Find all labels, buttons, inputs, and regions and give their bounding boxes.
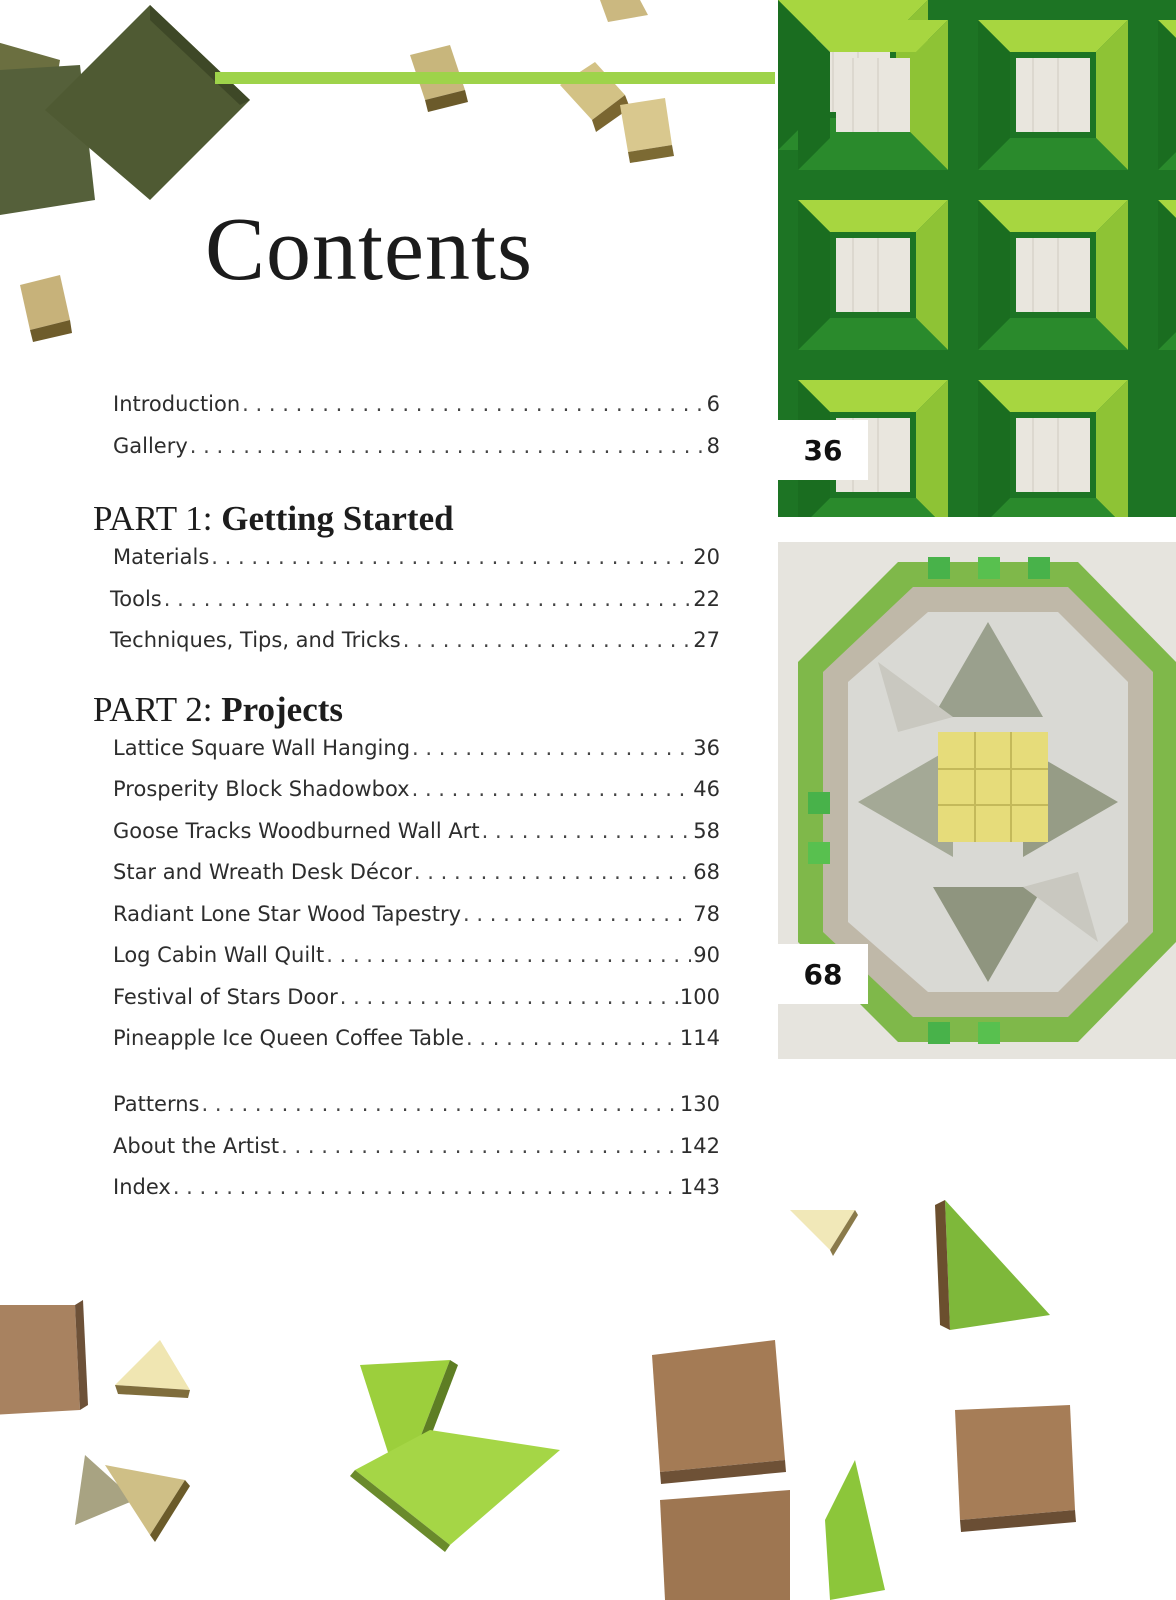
toc-entry-label: Star and Wreath Desk Décor: [113, 860, 412, 884]
toc-entry-page: 27: [693, 628, 720, 652]
toc-entry-label: Index: [113, 1175, 171, 1199]
toc-entry-page: 78: [693, 902, 720, 926]
toc-entry-page: 130: [679, 1092, 720, 1116]
toc-entry-page: 6: [706, 392, 720, 416]
page-title: Contents: [205, 200, 534, 299]
toc-entry-page: 8: [706, 434, 720, 458]
toc-entry[interactable]: [113, 545, 720, 570]
toc-entry-label: Lattice Square Wall Hanging: [113, 736, 411, 760]
toc-entry[interactable]: [113, 943, 720, 968]
toc-entry-page: 90: [693, 943, 720, 967]
part-1-heading: PART 1: Getting Started: [93, 499, 454, 538]
toc-entry-label: Patterns: [113, 1092, 200, 1116]
part-2-heading: PART 2: Projects: [93, 690, 344, 729]
toc-entry-page: 22: [693, 587, 720, 611]
project-photo-star-wreath[interactable]: [778, 542, 1176, 1059]
toc-entry-label: Introduction: [113, 392, 241, 416]
toc-entry-label: Festival of Stars Door: [113, 985, 338, 1009]
toc-entry[interactable]: [113, 819, 720, 844]
toc-entry[interactable]: [113, 902, 720, 927]
toc-entry-page: 143: [679, 1175, 720, 1199]
photo-page-label: 68: [778, 944, 868, 1004]
toc-entry-label: Log Cabin Wall Quilt: [113, 943, 325, 967]
toc-entry[interactable]: [113, 985, 720, 1010]
toc-entry[interactable]: [110, 587, 720, 612]
wood-square-right: [955, 1405, 1075, 1520]
photo-page-label: 36: [778, 420, 868, 480]
wood-square-lower: [660, 1490, 790, 1600]
toc-entry[interactable]: [113, 434, 720, 459]
toc-entry-page: 114: [679, 1026, 720, 1050]
toc-entry-page: 142: [679, 1134, 720, 1158]
toc-entry[interactable]: [113, 777, 720, 802]
toc-entry-label: Radiant Lone Star Wood Tapestry: [113, 902, 462, 926]
gold-cube-5: [20, 275, 70, 330]
toc-entry-label: Goose Tracks Woodburned Wall Art: [113, 819, 480, 843]
toc-entry[interactable]: [113, 860, 720, 885]
toc-entry[interactable]: [113, 1134, 720, 1159]
toc-entry[interactable]: [113, 1026, 720, 1051]
lime-triangle-2: [355, 1430, 560, 1545]
toc-entry-page: 68: [693, 860, 720, 884]
wood-square-center: [652, 1340, 785, 1472]
toc-entry-page: 46: [693, 777, 720, 801]
toc-entry-label: About the Artist: [113, 1134, 280, 1158]
toc-entry-label: Prosperity Block Shadowbox: [113, 777, 410, 801]
toc-entry-label: Gallery: [113, 434, 188, 458]
toc-entry-label: Materials: [113, 545, 210, 569]
toc-entry-page: 58: [693, 819, 720, 843]
green-triangle-bottom: [825, 1460, 885, 1600]
toc-entry-page: 36: [693, 736, 720, 760]
toc-entry-page: 100: [679, 985, 720, 1009]
toc-entry-label: Tools: [110, 587, 162, 611]
toc-entry-label: Techniques, Tips, and Tricks: [110, 628, 401, 652]
green-triangle-right: [945, 1200, 1050, 1330]
toc-entry[interactable]: [113, 392, 720, 417]
toc-entry[interactable]: [113, 1092, 720, 1117]
toc-entry-label: Pineapple Ice Queen Coffee Table: [113, 1026, 465, 1050]
decorative-wood-pieces-bottom: [0, 1190, 1176, 1600]
cream-triangle-small: [115, 1340, 190, 1390]
toc-entry-page: 20: [693, 545, 720, 569]
toc-entry[interactable]: [110, 628, 720, 653]
project-photo-lattice[interactable]: [778, 0, 1176, 517]
wood-block-left: [0, 1305, 80, 1415]
toc-entry[interactable]: [113, 736, 720, 761]
